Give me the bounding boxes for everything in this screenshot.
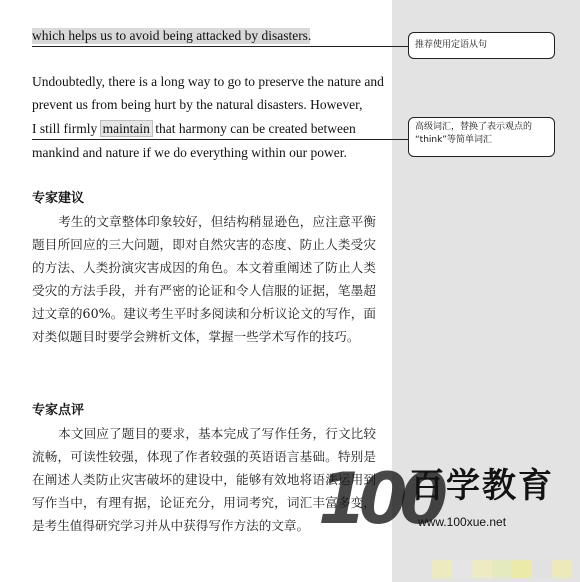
logo-brand-name: 百学教育 [410,466,554,506]
watermark-square [552,560,572,578]
comment-connector-1 [32,46,409,47]
watermark-square [452,560,472,578]
comment-connector-2 [32,139,409,140]
watermark-square [432,560,452,578]
suggestion-paragraph [32,210,376,348]
comment-bubble-2 [408,117,555,157]
highlighted-word-maintain: maintain [102,121,150,136]
essay-line-highlighted [32,28,310,44]
watermark-square [472,560,492,578]
essay-line-2: Undoubtedly, there is a long way to go to preserve the nature and [32,74,384,89]
essay-line-4 [32,121,356,137]
comment-bubble-1 [408,32,555,59]
essay-line-1: which helps us to avoid being attacked by disasters. [32,28,312,43]
section-heading-suggestion: 专家建议 [32,191,85,206]
comment-text-2b: “think”等简单词汇 [415,135,492,145]
watermark-squares [432,560,572,578]
suggestion-body: 考生的文章整体印象较好，但结构稍显逊色，应注意平衡题目所回应的三大问题，即对自然灾害的态度、防止人类受灾的方法、人类扮演灾害成因的角色。本文着重阐述了防止人类受灾的方法手段，并有严密的论证和令人信服的证据，笔墨超过文章的60%。建议考生平时多阅读和分析议论文的写作，面对类似题目时要学会辨析文体，掌握一些学术写作的技巧。 [32,214,376,344]
review-body: 本文回应了题目的要求，基本完成了写作任务，行文比较流畅，可读性较强，体现了作者较强的英语语言基础。特别是在阐述人类防止灾害破坏的建设中，能够有效地将语法运用到写作当中，有理有据，论证充分，用词考究，词汇丰富多变，是考生值得研究学习并从中获得写作方法的文章。 [32,426,376,533]
logo-number: 100 [318,458,441,540]
comment-text-2a: 高级词汇，替换了表示观点的 [415,122,533,132]
comment-text-1: 推荐使用定语从句 [415,40,488,50]
section-heading-review: 专家点评 [32,403,85,418]
watermark-square [512,560,532,578]
essay-line-4-post: that harmony can be created between [151,121,356,136]
logo-url: www.100xue.net [418,515,507,529]
watermark-square [532,560,552,578]
essay-line-3: prevent us from being hurt by the natural disasters. However, [32,97,363,112]
essay-line-5: mankind and nature if we do everything within our power. [32,145,347,160]
essay-line-4-pre: I still firmly [32,121,101,136]
watermark-square [492,560,512,578]
brand-logo-watermark [318,458,580,538]
